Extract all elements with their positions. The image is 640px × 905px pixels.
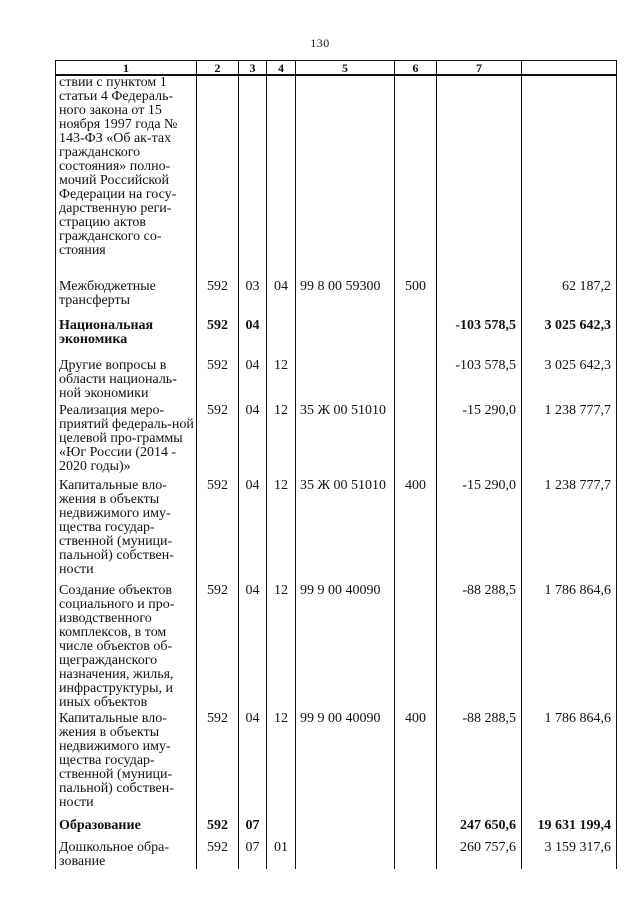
cell-subsection-code (267, 75, 296, 280)
table-row (56, 712, 617, 819)
cell-target-article: 35 Ж 00 51010 (296, 404, 395, 479)
cell-target-article (296, 319, 395, 359)
cell-expense-type: 400 (395, 712, 437, 819)
cell-subsection-code: 12 (267, 479, 296, 584)
cell-target-article: 99 9 00 40090 (296, 584, 395, 712)
cell-section-code (239, 75, 267, 280)
cell-section-code: 03 (239, 280, 267, 319)
cell-expense-type (395, 584, 437, 712)
table-body (56, 75, 617, 869)
cell-change-amount: -103 578,5 (437, 319, 522, 359)
cell-expense-type (395, 819, 437, 841)
table-row (56, 584, 617, 712)
cell-change-amount (437, 280, 522, 319)
cell-description: Капитальные вло-жения в объекты недвижимого иму-щества государ-ственной (муници-пальной) собствен-ности (56, 479, 197, 584)
table-row (56, 75, 617, 280)
cell-expense-type (395, 841, 437, 869)
table-row (56, 479, 617, 584)
cell-section-code: 04 (239, 584, 267, 712)
cell-description: Другие вопросы в области националь-ной экономики (56, 359, 197, 404)
cell-description: Капитальные вло-жения в объекты недвижимого иму-щества государ-ственной (муници-пальной) собствен-ности (56, 712, 197, 819)
cell-subsection-code: 01 (267, 841, 296, 869)
column-header: 3 (239, 61, 267, 76)
cell-target-article (296, 841, 395, 869)
table-row (56, 359, 617, 404)
cell-expense-type: 400 (395, 479, 437, 584)
budget-table (55, 60, 617, 869)
cell-total-amount: 3 025 642,3 (522, 359, 617, 404)
cell-subsection-code: 12 (267, 404, 296, 479)
cell-subsection-code: 12 (267, 584, 296, 712)
cell-expense-type (395, 75, 437, 280)
cell-change-amount: 260 757,6 (437, 841, 522, 869)
cell-total-amount: 1 238 777,7 (522, 479, 617, 584)
cell-description: Реализация меро-приятий федераль-ной целевой про-граммы «Юг России (2014 - 2020 годы)» (56, 404, 197, 479)
column-header: 4 (267, 61, 296, 76)
cell-subsection-code: 12 (267, 712, 296, 819)
cell-ministry-code: 592 (197, 479, 239, 584)
column-header: 2 (197, 61, 239, 76)
cell-ministry-code: 592 (197, 319, 239, 359)
cell-target-article (296, 819, 395, 841)
table-header-row (56, 61, 617, 76)
cell-expense-type (395, 319, 437, 359)
cell-expense-type (395, 404, 437, 479)
cell-description: Образование (56, 819, 197, 841)
page-number: 130 (310, 36, 330, 50)
cell-total-amount: 1 786 864,6 (522, 712, 617, 819)
cell-total-amount: 3 159 317,6 (522, 841, 617, 869)
cell-expense-type: 500 (395, 280, 437, 319)
column-header: 7 (437, 61, 522, 76)
cell-target-article (296, 359, 395, 404)
table-row (56, 280, 617, 319)
cell-subsection-code (267, 319, 296, 359)
cell-change-amount: -103 578,5 (437, 359, 522, 404)
cell-total-amount: 19 631 199,4 (522, 819, 617, 841)
cell-total-amount (522, 75, 617, 280)
cell-change-amount (437, 75, 522, 280)
cell-section-code: 04 (239, 404, 267, 479)
cell-ministry-code: 592 (197, 280, 239, 319)
table-row (56, 319, 617, 359)
cell-expense-type (395, 359, 437, 404)
table-row (56, 841, 617, 869)
cell-ministry-code (197, 75, 239, 280)
cell-subsection-code: 12 (267, 359, 296, 404)
cell-target-article: 99 8 00 59300 (296, 280, 395, 319)
cell-section-code: 04 (239, 319, 267, 359)
cell-ministry-code: 592 (197, 712, 239, 819)
cell-description: ствии с пунктом 1 статьи 4 Федераль-ного закона от 15 ноября 1997 года № 143-ФЗ «Об ак-тах гражданского состояния» полно-мочий Российской Федерации на госу-дарственную реги-страцию актов гражданского со-стояния (56, 75, 197, 280)
table-row (56, 819, 617, 841)
cell-section-code: 04 (239, 712, 267, 819)
cell-target-article: 35 Ж 00 51010 (296, 479, 395, 584)
cell-total-amount: 3 025 642,3 (522, 319, 617, 359)
cell-change-amount: -15 290,0 (437, 479, 522, 584)
cell-ministry-code: 592 (197, 841, 239, 869)
cell-change-amount: 247 650,6 (437, 819, 522, 841)
column-header: 1 (56, 61, 197, 76)
cell-change-amount: -88 288,5 (437, 584, 522, 712)
cell-total-amount: 62 187,2 (522, 280, 617, 319)
cell-total-amount: 1 238 777,7 (522, 404, 617, 479)
cell-description: Национальная экономика (56, 319, 197, 359)
cell-subsection-code: 04 (267, 280, 296, 319)
cell-section-code: 07 (239, 819, 267, 841)
cell-section-code: 07 (239, 841, 267, 869)
table-row (56, 404, 617, 479)
cell-ministry-code: 592 (197, 819, 239, 841)
cell-ministry-code: 592 (197, 359, 239, 404)
cell-target-article (296, 75, 395, 280)
cell-subsection-code (267, 819, 296, 841)
cell-description: Создание объектов социального и про-изводственного комплексов, в том числе объектов об-щегражданского назначения, жилья, инфраструктуры, и иных объектов (56, 584, 197, 712)
cell-section-code: 04 (239, 359, 267, 404)
cell-description: Межбюджетные трансферты (56, 280, 197, 319)
cell-ministry-code: 592 (197, 404, 239, 479)
cell-change-amount: -88 288,5 (437, 712, 522, 819)
cell-ministry-code: 592 (197, 584, 239, 712)
cell-section-code: 04 (239, 479, 267, 584)
cell-description: Дошкольное обра-зование (56, 841, 197, 869)
cell-total-amount: 1 786 864,6 (522, 584, 617, 712)
column-header: 6 (395, 61, 437, 76)
column-header (522, 61, 617, 76)
cell-target-article: 99 9 00 40090 (296, 712, 395, 819)
column-header: 5 (296, 61, 395, 76)
cell-change-amount: -15 290,0 (437, 404, 522, 479)
